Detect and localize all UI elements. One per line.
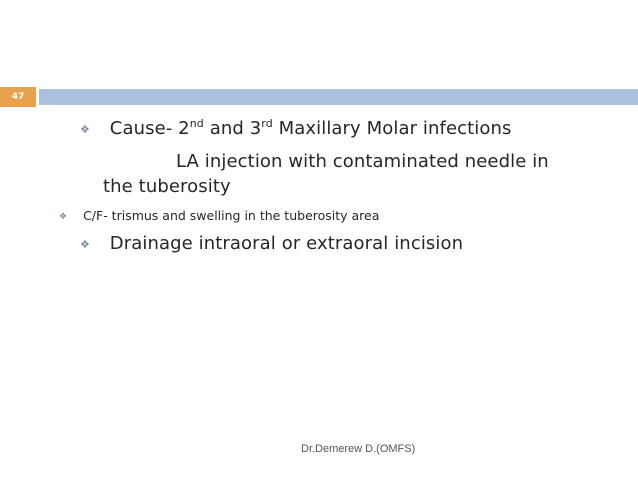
drainage-text: Drainage intraoral or extraoral incision [109,233,464,254]
footer-author: Dr.Demerew D.(OMFS) [301,443,416,455]
diamond-bullet-icon: ❖ [59,211,68,222]
diamond-bullet-icon: ❖ [80,122,90,136]
bullet-item-cause [80,118,512,139]
la-injection-text: LA injection with contaminated needle in [176,151,549,172]
title-bar [39,89,638,105]
cause-text: Cause- 2nd and 3rd Maxillary Molar infections [109,117,512,139]
bullet-item-clinical-features [59,208,379,223]
slide-number: 47 [0,87,36,107]
diamond-bullet-icon: ❖ [80,237,90,251]
tuberosity-text: the tuberosity [103,176,231,197]
bullet-item-drainage [80,233,463,254]
clinical-features-text: C/F- trismus and swelling in the tuberosity area [83,208,380,223]
